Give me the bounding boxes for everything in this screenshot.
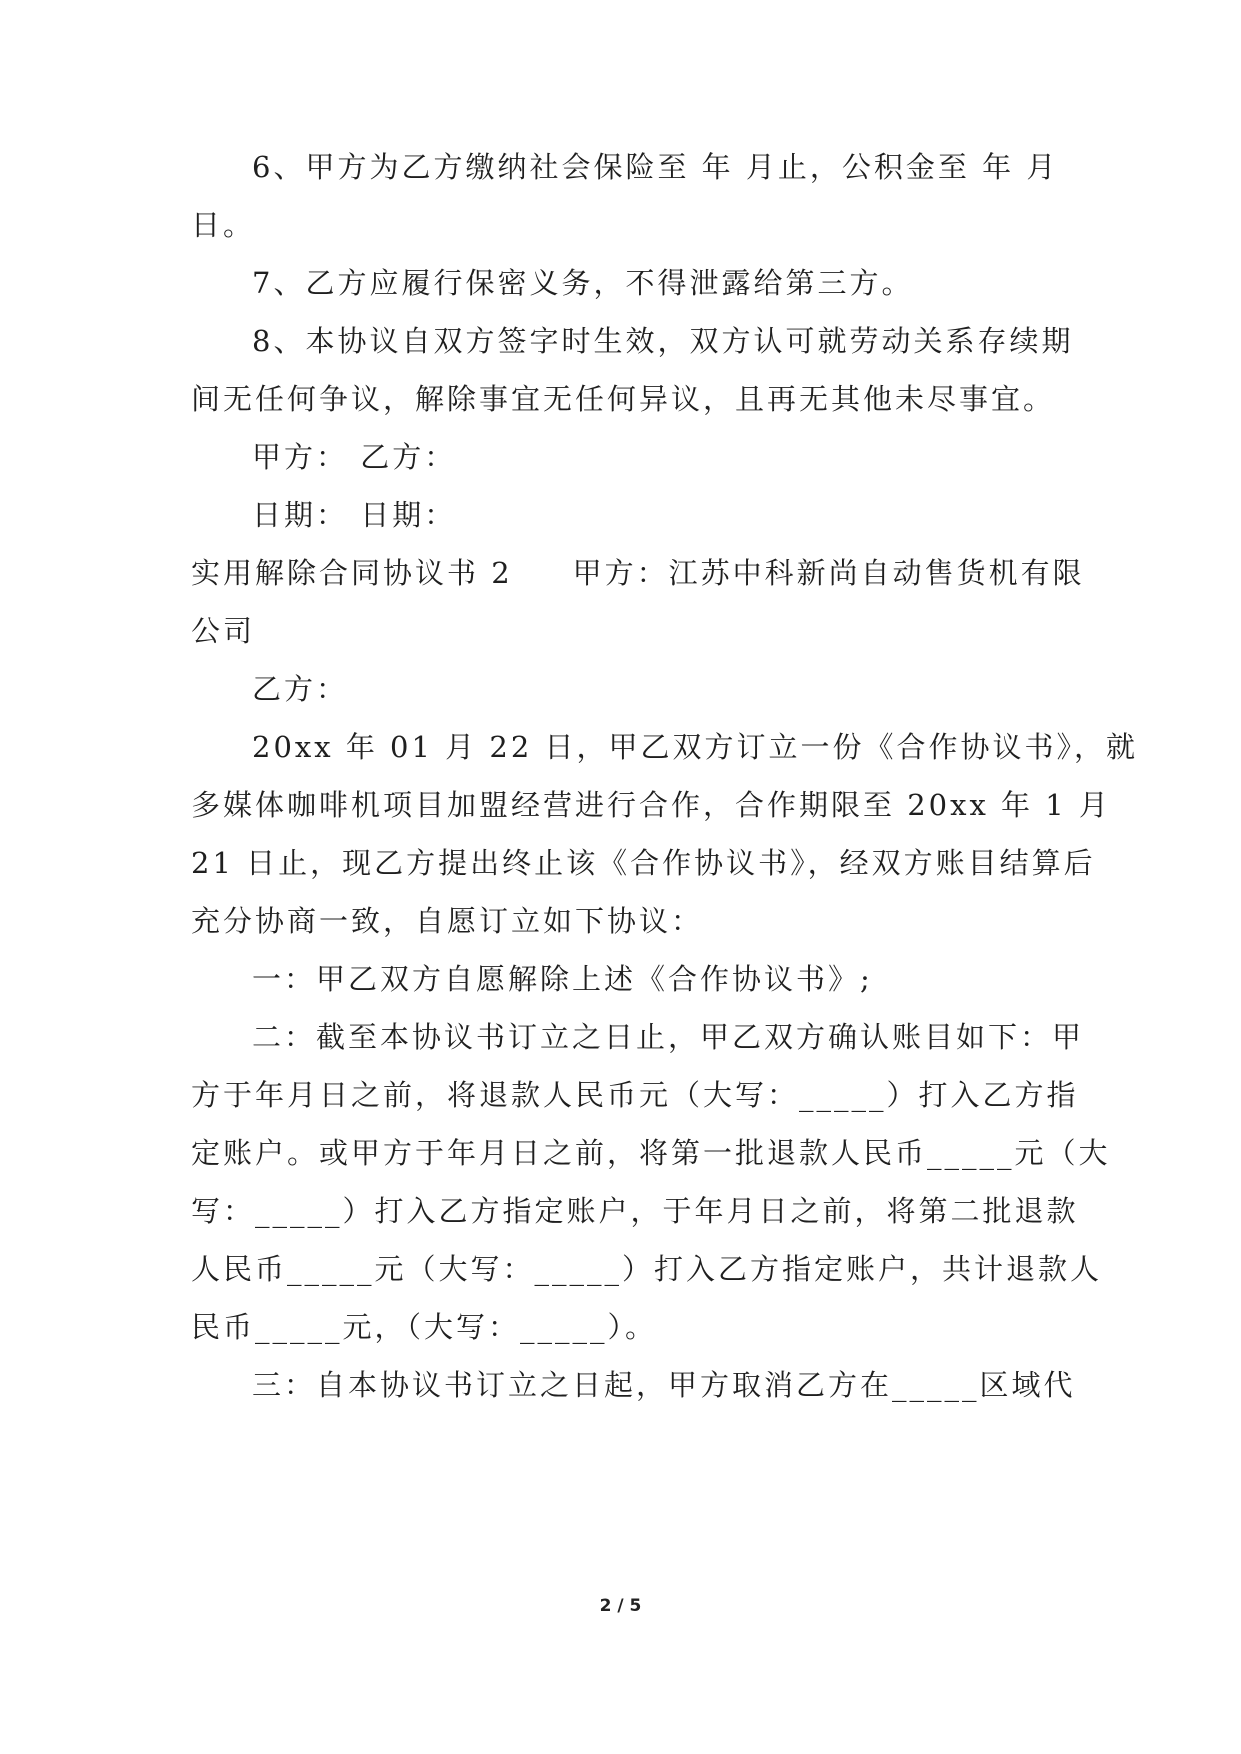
signature-date-line: 日期： 日期： xyxy=(252,498,457,532)
clause-two: 二：截至本协议书订立之日止，甲乙双方确认账目如下：甲 xyxy=(252,1020,1085,1054)
text-line: 6、甲方为乙方缴纳社会保险至 年 月止，公积金至 年 月 xyxy=(252,150,1059,184)
text-line: 20xx 年 01 月 22 日，甲乙双方订立一份《合作协议书》，就 xyxy=(252,730,1139,764)
section-heading: 实用解除合同协议书 2 xyxy=(191,556,513,590)
clause-one: 一：甲乙双方自愿解除上述《合作协议书》; xyxy=(252,962,873,996)
text-line: 定账户。或甲方于年月日之前，将第一批退款人民币_____元（大 xyxy=(191,1136,1111,1170)
text-line: 写：_____）打入乙方指定账户，于年月日之前，将第二批退款 xyxy=(191,1194,1079,1228)
text-line: 8、本协议自双方签字时生效，双方认可就劳动关系存续期 xyxy=(252,324,1074,358)
section-heading-line xyxy=(191,553,1085,593)
text-line: 人民币_____元（大写：_____）打入乙方指定账户，共计退款人 xyxy=(191,1252,1103,1286)
text-line: 充分协商一致，自愿订立如下协议： xyxy=(191,904,704,938)
party-b-line: 乙方： xyxy=(252,672,349,706)
party-a-name: 甲方：江苏中科新尚自动售货机有限 xyxy=(572,556,1085,590)
text-line: 方于年月日之前，将退款人民币元（大写：_____）打入乙方指 xyxy=(191,1078,1079,1112)
page-number: 2 / 5 xyxy=(599,1596,642,1616)
text-line: 日。 xyxy=(191,208,256,242)
text-line: 21 日止，现乙方提出终止该《合作协议书》，经双方账目结算后 xyxy=(191,846,1096,880)
text-line: 7、乙方应履行保密义务，不得泄露给第三方。 xyxy=(252,266,914,300)
text-line: 民币_____元，（大写：_____）。 xyxy=(191,1310,658,1344)
text-line: 公司 xyxy=(191,614,256,648)
signature-party-line: 甲方： 乙方： xyxy=(252,440,457,474)
clause-three: 三：自本协议书订立之日起，甲方取消乙方在_____区域代 xyxy=(252,1368,1076,1402)
text-line: 多媒体咖啡机项目加盟经营进行合作，合作期限至 20xx 年 1 月 xyxy=(191,788,1111,822)
text-line: 间无任何争议，解除事宜无任何异议，且再无其他未尽事宜。 xyxy=(191,382,1056,416)
